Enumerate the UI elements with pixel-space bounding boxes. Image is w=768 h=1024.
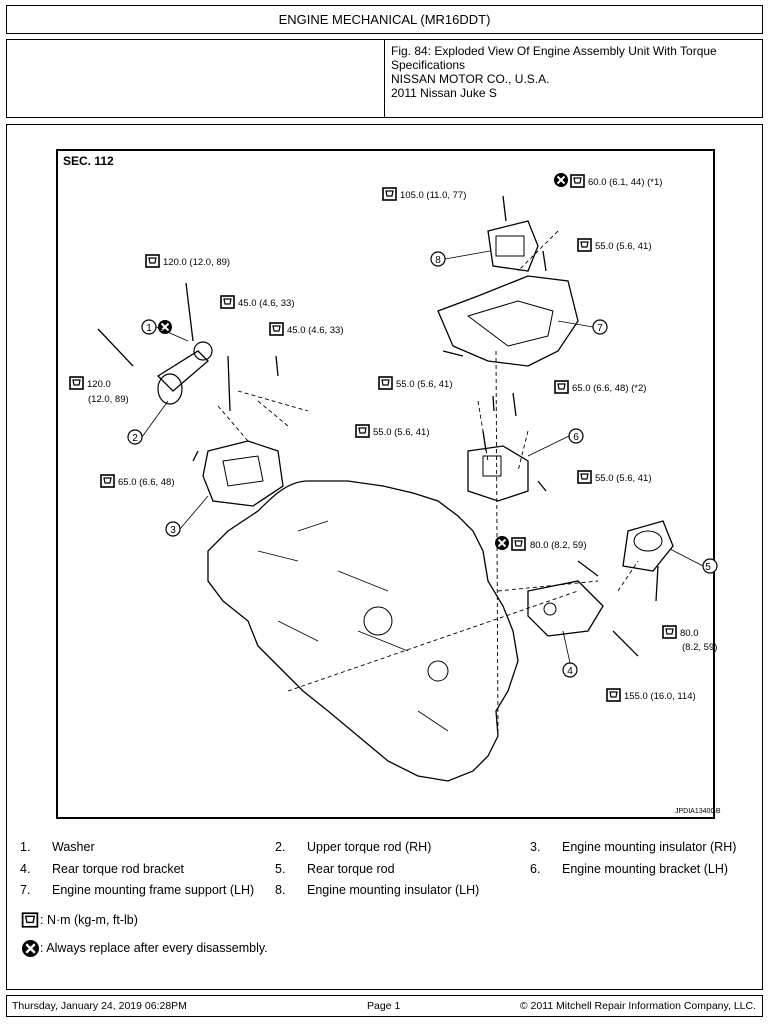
legend (20, 840, 760, 965)
torque-icon (578, 239, 591, 251)
part-number-1: 1 (146, 323, 152, 334)
legend-label: Engine mounting bracket (LH) (562, 862, 729, 876)
callout-105: 105.0 (11.0, 77) (400, 190, 467, 201)
torque-icon (356, 425, 369, 437)
footer-date: Thursday, January 24, 2019 06:28PM (12, 1000, 187, 1012)
page-header (6, 5, 763, 34)
footer-page: Page 1 (367, 1000, 401, 1012)
callout-80-right-sub: (8.2, 59) (682, 642, 718, 653)
torque-icon (663, 626, 676, 638)
torque-icon (379, 377, 392, 389)
legend-label: Engine mounting insulator (RH) (562, 840, 737, 854)
callout-80: 80.0 (8.2, 59) (530, 540, 587, 551)
legend-label: Engine mounting frame support (LH) (52, 883, 255, 897)
callout-55-a: 55.0 (5.6, 41) (595, 241, 652, 252)
vehicle: 2011 Nissan Juke S (391, 86, 497, 100)
callout-55-d: 55.0 (5.6, 41) (595, 473, 652, 484)
legend-number: 4. (20, 862, 31, 876)
part-number-4: 4 (567, 666, 573, 677)
legend-label: Engine mounting insulator (LH) (307, 883, 480, 897)
torque-icon (512, 538, 525, 550)
torque-icon (22, 912, 38, 928)
legend-label: Upper torque rod (RH) (307, 840, 432, 854)
torque-icon (555, 381, 568, 393)
part-number-3: 3 (170, 525, 176, 536)
replace-icon (495, 536, 509, 550)
legend-number: 8. (275, 883, 286, 897)
legend-label: Washer (52, 840, 95, 854)
callout-120-left: 120.0 (87, 379, 111, 390)
torque-icon (101, 475, 114, 487)
callout-120-top: 120.0 (12.0, 89) (163, 257, 231, 268)
callout-65-star: 65.0 (6.6, 48) (*2) (572, 383, 647, 394)
header-title: ENGINE MECHANICAL (MR16DDT) (278, 12, 491, 27)
part-number-2: 2 (132, 433, 138, 444)
replace-icon (158, 320, 172, 334)
callout-45-a: 45.0 (4.6, 33) (238, 298, 295, 309)
torque-icon (383, 188, 396, 200)
callout-120-left-sub: (12.0, 89) (88, 394, 129, 405)
callout-155: 155.0 (16.0, 114) (624, 691, 696, 702)
legend-label: Rear torque rod (307, 862, 395, 876)
replace-legend-text: : Always replace after every disassembly. (40, 941, 268, 955)
callout-80-right: 80.0 (680, 628, 699, 639)
callout-55-b: 55.0 (5.6, 41) (396, 379, 453, 390)
section-label: SEC. 112 (63, 154, 114, 168)
legend-number: 7. (20, 883, 31, 897)
callout-65: 65.0 (6.6, 48) (118, 477, 175, 488)
part-number-7: 7 (597, 323, 603, 334)
callout-60: 60.0 (6.1, 44) (*1) (588, 177, 663, 188)
page-footer (6, 995, 763, 1017)
torque-icon (70, 377, 83, 389)
engine-outline (208, 481, 518, 781)
figure-caption: Fig. 84: Exploded View Of Engine Assembly Unit With Torque Specifications (391, 44, 717, 72)
part-number-8: 8 (435, 255, 441, 266)
exploded-view-diagram (56, 149, 721, 819)
torque-icon (578, 471, 591, 483)
legend-number: 6. (530, 862, 541, 876)
torque-icon (571, 175, 584, 187)
legend-number: 1. (20, 840, 31, 854)
part-number-5: 5 (705, 562, 711, 573)
footer-copyright: © 2011 Mitchell Repair Information Company, LLC. (519, 1000, 756, 1012)
part-number-6: 6 (573, 432, 579, 443)
callout-45-b: 45.0 (4.6, 33) (287, 325, 344, 336)
torque-icon (146, 255, 159, 267)
torque-icon (607, 689, 620, 701)
torque-icon (270, 323, 283, 335)
info-divider (384, 40, 385, 117)
callout-55-c: 55.0 (5.6, 41) (373, 427, 430, 438)
legend-number: 3. (530, 840, 541, 854)
legend-number: 5. (275, 862, 286, 876)
legend-label: Rear torque rod bracket (52, 862, 185, 876)
manufacturer: NISSAN MOTOR CO., U.S.A. (391, 72, 550, 86)
legend-number: 2. (275, 840, 286, 854)
figure-info (391, 44, 751, 100)
replace-icon (22, 940, 39, 957)
figure-info-box (6, 39, 763, 118)
torque-legend-text: : N·m (kg-m, ft-lb) (40, 913, 138, 927)
replace-icon (554, 173, 568, 187)
torque-icon (221, 296, 234, 308)
figure-code: JPDIA1340GB (675, 808, 721, 815)
